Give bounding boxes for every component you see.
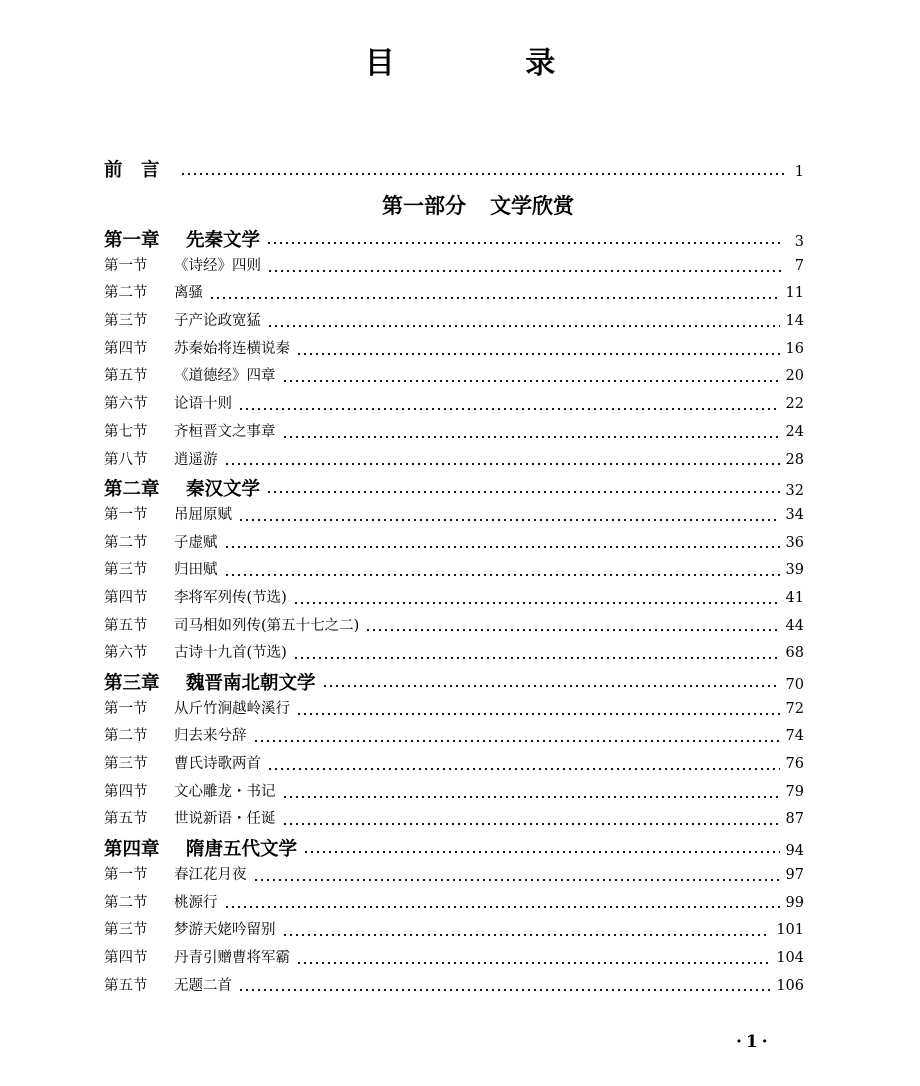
dot-leader [322, 684, 780, 688]
toc-entry-section[interactable] [104, 586, 804, 614]
dot-leader [267, 269, 784, 273]
page-number: 3 [794, 234, 804, 250]
chapter-number: 第三章 [104, 673, 160, 694]
section-title: 《道德经》四章 [174, 368, 276, 385]
page-number: 41 [785, 589, 804, 606]
page-number: 87 [785, 811, 804, 828]
dot-leader [282, 435, 780, 439]
page-number: 22 [785, 396, 804, 413]
page-number: 101 [776, 922, 804, 939]
page-number: 106 [776, 977, 804, 994]
section-title: 子产论政宽猛 [174, 313, 261, 330]
toc-entry-section[interactable] [104, 558, 804, 586]
footer-page-number: ·1· [736, 1032, 772, 1052]
section-number: 第一节 [104, 866, 148, 883]
toc-entry-section[interactable] [104, 697, 804, 725]
section-title: 齐桓晋文之事章 [174, 423, 276, 440]
toc-entry-section[interactable] [104, 448, 804, 476]
toc-entry-chapter[interactable] [104, 475, 804, 503]
page-number: 11 [785, 285, 804, 302]
section-number: 第一节 [104, 700, 148, 717]
dot-leader [266, 241, 784, 245]
section-number: 第三节 [104, 756, 148, 773]
dot-leader [303, 850, 780, 854]
section-number: 第六节 [104, 396, 148, 413]
toc-entry-section[interactable] [104, 807, 804, 835]
part-heading [152, 186, 804, 226]
toc-entry-section[interactable] [104, 309, 804, 337]
dot-leader [224, 545, 780, 549]
page-number: 94 [785, 843, 804, 860]
section-number: 第五节 [104, 368, 148, 385]
section-number: 第四节 [104, 949, 148, 966]
toc-entry-section[interactable] [104, 724, 804, 752]
section-number: 第三节 [104, 922, 148, 939]
chapter-title: 先秦文学 [186, 230, 261, 251]
section-number: 第六节 [104, 645, 148, 662]
page-number: 14 [785, 313, 804, 330]
toc-entry-section[interactable] [104, 946, 804, 974]
section-number: 第三节 [104, 562, 148, 579]
toc-entry-section[interactable] [104, 863, 804, 891]
page-number: 76 [785, 756, 804, 773]
section-title: 李将军列传(节选) [174, 589, 287, 606]
page-number: 1 [794, 164, 804, 180]
section-title: 司马相如列传(第五十七之二) [174, 617, 360, 634]
toc-entry-chapter[interactable] [104, 669, 804, 697]
dot-leader [224, 573, 780, 577]
toc-entry-section[interactable] [104, 392, 804, 420]
dot-leader [224, 462, 780, 466]
page-number: 97 [785, 866, 804, 883]
toc-entry-chapter[interactable] [104, 226, 804, 254]
dot-leader [296, 712, 780, 716]
section-title: 离骚 [174, 285, 203, 302]
page-number: 99 [785, 894, 804, 911]
toc-entry-section[interactable] [104, 254, 804, 282]
section-title: 无题二首 [174, 977, 232, 994]
dot-leader [238, 988, 770, 992]
section-title: 文心雕龙・书记 [174, 783, 276, 800]
section-title: 苏秦始将连横说秦 [174, 340, 290, 357]
toc-entry-section[interactable] [104, 891, 804, 919]
toc-entry-section[interactable] [104, 337, 804, 365]
dot-leader [253, 878, 780, 882]
toc-entry-section[interactable] [104, 364, 804, 392]
chapter-number: 第四章 [104, 839, 160, 861]
section-title: 曹氏诗歌两首 [174, 756, 261, 773]
toc-entry-chapter[interactable] [104, 835, 804, 863]
page-number: 68 [785, 645, 804, 662]
section-number: 第一节 [104, 506, 148, 523]
section-title: 古诗十九首(节选) [174, 645, 287, 662]
toc-entry-preface[interactable] [104, 156, 804, 186]
toc-entry-section[interactable] [104, 974, 804, 1002]
section-title: 丹青引赠曹将军霸 [174, 949, 290, 966]
page-number: 74 [785, 728, 804, 745]
section-title: 梦游天姥吟留别 [174, 922, 276, 939]
toc-entry-section[interactable] [104, 420, 804, 448]
part-name: 文学欣赏 [490, 194, 574, 218]
page-number: 104 [776, 949, 804, 966]
dot-leader [282, 933, 771, 937]
section-number: 第五节 [104, 617, 148, 634]
section-title: 桃源行 [174, 894, 218, 911]
preface-label: 前 言 [104, 160, 160, 181]
section-number: 第一节 [104, 257, 148, 274]
chapter-title: 隋唐五代文学 [186, 839, 298, 861]
chapter-title: 秦汉文学 [186, 479, 261, 501]
section-title: 春江花月夜 [174, 866, 247, 883]
section-number: 第二节 [104, 285, 148, 302]
dot-leader [282, 379, 780, 383]
table-of-contents [104, 156, 804, 1001]
section-number: 第四节 [104, 340, 148, 357]
page-number: 39 [785, 562, 804, 579]
dot-leader [293, 656, 780, 660]
page-number: 32 [785, 483, 804, 500]
page-number: 20 [785, 368, 804, 385]
section-title: 从斤竹涧越岭溪行 [174, 700, 290, 717]
page-number: 7 [794, 257, 804, 274]
toc-entry-section[interactable] [104, 614, 804, 642]
section-title: 归田赋 [174, 562, 218, 579]
chapter-title: 魏晋南北朝文学 [186, 673, 316, 694]
chapter-number: 第二章 [104, 479, 160, 501]
part-number: 第一部分 [382, 194, 466, 218]
toc-entry-section[interactable] [104, 281, 804, 309]
section-title: 世说新语・任诞 [174, 811, 276, 828]
page-number: 34 [785, 506, 804, 523]
dot-leader [293, 601, 780, 605]
section-number: 第八节 [104, 451, 148, 468]
page-title: 目 录 [364, 46, 616, 81]
toc-entry-section[interactable] [104, 531, 804, 559]
section-number: 第二节 [104, 728, 148, 745]
dot-leader [224, 905, 780, 909]
page-number: 70 [785, 677, 804, 693]
chapter-number: 第一章 [104, 230, 160, 251]
section-number: 第七节 [104, 423, 148, 440]
page-number: 79 [785, 783, 804, 800]
section-number: 第二节 [104, 894, 148, 911]
toc-entry-section[interactable] [104, 503, 804, 531]
section-number: 第四节 [104, 783, 148, 800]
section-title: 逍遥游 [174, 451, 218, 468]
toc-entry-section[interactable] [104, 641, 804, 669]
section-number: 第四节 [104, 589, 148, 606]
section-title: 归去来兮辞 [174, 728, 247, 745]
dot-leader [282, 822, 780, 826]
page-number: 72 [785, 700, 804, 717]
dot-leader [266, 490, 780, 494]
dot-leader [209, 296, 780, 300]
dot-leader [180, 172, 784, 176]
page-number: 36 [785, 534, 804, 551]
dot-leader [253, 739, 780, 743]
section-number: 第三节 [104, 313, 148, 330]
dot-leader [365, 628, 779, 632]
dot-leader [296, 352, 780, 356]
section-title: 《诗经》四则 [174, 257, 261, 274]
section-number: 第二节 [104, 534, 148, 551]
dot-leader [267, 324, 780, 328]
page-number: 28 [785, 451, 804, 468]
toc-entry-section[interactable] [104, 780, 804, 808]
dot-leader [296, 961, 770, 965]
page-number: 44 [785, 617, 804, 634]
dot-leader [238, 518, 780, 522]
chapter-list [104, 226, 804, 1001]
toc-entry-section[interactable] [104, 752, 804, 780]
page-number: 24 [785, 423, 804, 440]
toc-entry-section[interactable] [104, 918, 804, 946]
section-number: 第五节 [104, 811, 148, 828]
dot-leader [282, 795, 780, 799]
section-title: 子虚赋 [174, 534, 218, 551]
section-title: 论语十则 [174, 396, 232, 413]
section-number: 第五节 [104, 977, 148, 994]
dot-leader [267, 767, 780, 771]
dot-leader [238, 407, 780, 411]
section-title: 吊屈原赋 [174, 506, 232, 523]
page-number: 16 [785, 340, 804, 357]
